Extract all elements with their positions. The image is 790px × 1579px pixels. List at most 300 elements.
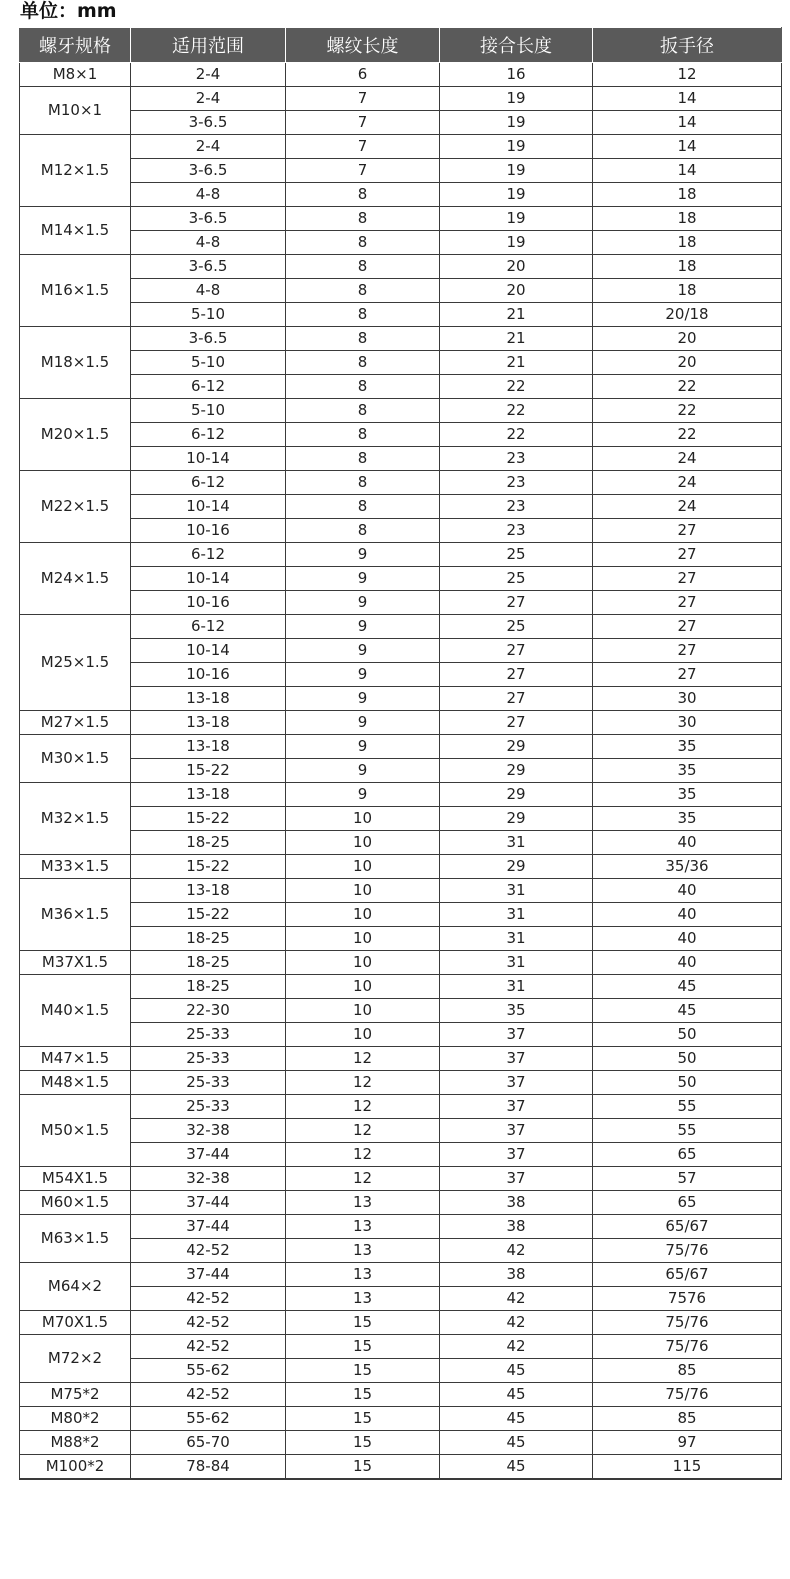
range-cell: 5-10 [131,399,286,423]
range-cell: 32-38 [131,1119,286,1143]
wrench-size-cell: 14 [593,87,782,111]
table-row [20,351,782,375]
engagement-length-cell: 23 [440,471,593,495]
wrench-size-cell: 27 [593,615,782,639]
thread-spec-cell: M40×1.5 [20,975,131,1047]
thread-length-cell: 9 [286,543,440,567]
unit-label: 单位：mm [20,0,117,22]
wrench-size-cell: 27 [593,639,782,663]
wrench-size-cell: 85 [593,1359,782,1383]
thread-spec-cell: M72×2 [20,1335,131,1383]
table-row [20,831,782,855]
table-row [20,1311,782,1335]
thread-spec-cell: M36×1.5 [20,879,131,951]
wrench-size-cell: 27 [593,663,782,687]
table-row [20,207,782,231]
table-row [20,423,782,447]
table-row [20,783,782,807]
thread-length-cell: 10 [286,1023,440,1047]
wrench-size-cell: 75/76 [593,1311,782,1335]
spec-table-header [20,28,782,63]
thread-length-cell: 10 [286,999,440,1023]
range-cell: 42-52 [131,1383,286,1407]
thread-length-cell: 9 [286,687,440,711]
table-row [20,303,782,327]
thread-length-cell: 10 [286,855,440,879]
thread-length-cell: 15 [286,1383,440,1407]
table-row [20,591,782,615]
table-row [20,1023,782,1047]
wrench-size-cell: 50 [593,1023,782,1047]
thread-spec-cell: M80*2 [20,1407,131,1431]
thread-spec-cell: M32×1.5 [20,783,131,855]
range-cell: 13-18 [131,687,286,711]
wrench-size-cell: 20 [593,327,782,351]
wrench-size-cell: 40 [593,879,782,903]
thread-length-cell: 8 [286,447,440,471]
range-cell: 3-6.5 [131,159,286,183]
wrench-size-cell: 35 [593,807,782,831]
range-cell: 13-18 [131,879,286,903]
wrench-size-cell: 22 [593,399,782,423]
range-cell: 18-25 [131,975,286,999]
wrench-size-cell: 75/76 [593,1335,782,1359]
thread-spec-cell: M64×2 [20,1263,131,1311]
table-row [20,1047,782,1071]
thread-length-cell: 8 [286,375,440,399]
engagement-length-cell: 19 [440,87,593,111]
table-row [20,447,782,471]
thread-length-cell: 15 [286,1335,440,1359]
range-cell: 10-16 [131,663,286,687]
thread-length-cell: 8 [286,231,440,255]
header-engagement-length: 接合长度 [440,28,593,63]
wrench-size-cell: 50 [593,1047,782,1071]
engagement-length-cell: 25 [440,615,593,639]
engagement-length-cell: 19 [440,111,593,135]
table-row [20,999,782,1023]
table-row [20,519,782,543]
wrench-size-cell: 35 [593,759,782,783]
thread-length-cell: 6 [286,63,440,87]
table-row [20,1359,782,1383]
engagement-length-cell: 45 [440,1359,593,1383]
engagement-length-cell: 27 [440,687,593,711]
wrench-size-cell: 40 [593,951,782,975]
wrench-size-cell: 65/67 [593,1215,782,1239]
thread-length-cell: 7 [286,159,440,183]
table-row [20,231,782,255]
table-row [20,855,782,879]
table-row [20,543,782,567]
range-cell: 32-38 [131,1167,286,1191]
engagement-length-cell: 38 [440,1263,593,1287]
table-row [20,1143,782,1167]
range-cell: 5-10 [131,303,286,327]
engagement-length-cell: 25 [440,567,593,591]
wrench-size-cell: 18 [593,207,782,231]
range-cell: 42-52 [131,1335,286,1359]
engagement-length-cell: 37 [440,1071,593,1095]
range-cell: 42-52 [131,1239,286,1263]
range-cell: 37-44 [131,1143,286,1167]
thread-length-cell: 8 [286,351,440,375]
table-row [20,87,782,111]
thread-spec-cell: M30×1.5 [20,735,131,783]
engagement-length-cell: 19 [440,183,593,207]
range-cell: 4-8 [131,231,286,255]
thread-length-cell: 9 [286,615,440,639]
engagement-length-cell: 27 [440,663,593,687]
thread-length-cell: 9 [286,735,440,759]
range-cell: 15-22 [131,903,286,927]
thread-length-cell: 8 [286,327,440,351]
thread-length-cell: 7 [286,111,440,135]
range-cell: 25-33 [131,1023,286,1047]
table-row [20,1335,782,1359]
wrench-size-cell: 85 [593,1407,782,1431]
range-cell: 6-12 [131,423,286,447]
wrench-size-cell: 55 [593,1095,782,1119]
range-cell: 10-14 [131,639,286,663]
engagement-length-cell: 27 [440,591,593,615]
engagement-length-cell: 29 [440,735,593,759]
wrench-size-cell: 24 [593,447,782,471]
thread-length-cell: 10 [286,807,440,831]
table-row [20,255,782,279]
range-cell: 5-10 [131,351,286,375]
range-cell: 6-12 [131,615,286,639]
thread-length-cell: 8 [286,519,440,543]
engagement-length-cell: 29 [440,855,593,879]
range-cell: 37-44 [131,1191,286,1215]
table-row [20,375,782,399]
thread-length-cell: 13 [286,1263,440,1287]
thread-length-cell: 9 [286,663,440,687]
wrench-size-cell: 12 [593,63,782,87]
wrench-size-cell: 45 [593,975,782,999]
range-cell: 15-22 [131,807,286,831]
engagement-length-cell: 19 [440,231,593,255]
thread-spec-cell: M47×1.5 [20,1047,131,1071]
wrench-size-cell: 50 [593,1071,782,1095]
table-row [20,903,782,927]
engagement-length-cell: 21 [440,351,593,375]
thread-length-cell: 9 [286,783,440,807]
wrench-size-cell: 27 [593,591,782,615]
thread-spec-cell: M10×1 [20,87,131,135]
table-row [20,879,782,903]
thread-spec-cell: M20×1.5 [20,399,131,471]
wrench-size-cell: 35 [593,735,782,759]
thread-length-cell: 8 [286,255,440,279]
spec-table-body [20,63,782,1480]
table-row [20,639,782,663]
wrench-size-cell: 14 [593,159,782,183]
table-row [20,1191,782,1215]
thread-spec-cell: M63×1.5 [20,1215,131,1263]
thread-spec-cell: M75*2 [20,1383,131,1407]
thread-length-cell: 8 [286,399,440,423]
engagement-length-cell: 29 [440,807,593,831]
range-cell: 42-52 [131,1287,286,1311]
engagement-length-cell: 37 [440,1095,593,1119]
thread-spec-cell: M88*2 [20,1431,131,1455]
table-row [20,1239,782,1263]
engagement-length-cell: 31 [440,903,593,927]
range-cell: 2-4 [131,63,286,87]
wrench-size-cell: 14 [593,135,782,159]
header-row [20,28,782,63]
range-cell: 18-25 [131,927,286,951]
thread-spec-cell: M8×1 [20,63,131,87]
thread-length-cell: 10 [286,879,440,903]
wrench-size-cell: 27 [593,567,782,591]
thread-length-cell: 8 [286,471,440,495]
wrench-size-cell: 40 [593,903,782,927]
engagement-length-cell: 37 [440,1023,593,1047]
engagement-length-cell: 38 [440,1215,593,1239]
wrench-size-cell: 40 [593,831,782,855]
thread-length-cell: 12 [286,1047,440,1071]
range-cell: 3-6.5 [131,207,286,231]
thread-length-cell: 15 [286,1359,440,1383]
engagement-length-cell: 19 [440,159,593,183]
thread-spec-cell: M70X1.5 [20,1311,131,1335]
thread-spec-cell: M50×1.5 [20,1095,131,1167]
engagement-length-cell: 23 [440,519,593,543]
table-row [20,495,782,519]
table-row [20,111,782,135]
thread-length-cell: 13 [286,1215,440,1239]
engagement-length-cell: 20 [440,279,593,303]
wrench-size-cell: 55 [593,1119,782,1143]
thread-spec-cell: M54X1.5 [20,1167,131,1191]
range-cell: 10-16 [131,519,286,543]
thread-spec-cell: M22×1.5 [20,471,131,543]
thread-length-cell: 8 [286,303,440,327]
wrench-size-cell: 20/18 [593,303,782,327]
range-cell: 6-12 [131,375,286,399]
thread-length-cell: 13 [286,1191,440,1215]
range-cell: 22-30 [131,999,286,1023]
engagement-length-cell: 37 [440,1167,593,1191]
table-row [20,615,782,639]
engagement-length-cell: 45 [440,1383,593,1407]
wrench-size-cell: 45 [593,999,782,1023]
table-row [20,1119,782,1143]
thread-spec-cell: M37X1.5 [20,951,131,975]
engagement-length-cell: 19 [440,207,593,231]
engagement-length-cell: 31 [440,879,593,903]
thread-length-cell: 12 [286,1167,440,1191]
wrench-size-cell: 20 [593,351,782,375]
range-cell: 18-25 [131,831,286,855]
table-row [20,279,782,303]
table-row [20,1455,782,1480]
table-row [20,1095,782,1119]
engagement-length-cell: 21 [440,327,593,351]
range-cell: 10-16 [131,591,286,615]
thread-length-cell: 8 [286,495,440,519]
table-row [20,807,782,831]
engagement-length-cell: 22 [440,399,593,423]
table-row [20,975,782,999]
range-cell: 25-33 [131,1047,286,1071]
wrench-size-cell: 24 [593,495,782,519]
table-row [20,159,782,183]
range-cell: 25-33 [131,1071,286,1095]
wrench-size-cell: 30 [593,687,782,711]
table-row [20,1215,782,1239]
range-cell: 3-6.5 [131,111,286,135]
engagement-length-cell: 45 [440,1431,593,1455]
thread-length-cell: 7 [286,87,440,111]
wrench-size-cell: 14 [593,111,782,135]
thread-spec-cell: M27×1.5 [20,711,131,735]
thread-spec-cell: M60×1.5 [20,1191,131,1215]
wrench-size-cell: 65 [593,1143,782,1167]
table-row [20,1383,782,1407]
wrench-size-cell: 35 [593,783,782,807]
thread-length-cell: 15 [286,1407,440,1431]
table-row [20,567,782,591]
range-cell: 6-12 [131,543,286,567]
table-row [20,471,782,495]
header-thread-spec: 螺牙规格 [20,28,131,63]
wrench-size-cell: 75/76 [593,1383,782,1407]
engagement-length-cell: 22 [440,423,593,447]
engagement-length-cell: 37 [440,1047,593,1071]
table-row [20,1407,782,1431]
thread-length-cell: 10 [286,951,440,975]
wrench-size-cell: 27 [593,519,782,543]
range-cell: 10-14 [131,447,286,471]
table-row [20,711,782,735]
table-row [20,1263,782,1287]
table-row [20,735,782,759]
table-row [20,759,782,783]
thread-length-cell: 10 [286,975,440,999]
engagement-length-cell: 31 [440,831,593,855]
thread-length-cell: 9 [286,591,440,615]
engagement-length-cell: 19 [440,135,593,159]
table-row [20,663,782,687]
thread-length-cell: 10 [286,927,440,951]
thread-length-cell: 8 [286,183,440,207]
wrench-size-cell: 27 [593,543,782,567]
wrench-size-cell: 65 [593,1191,782,1215]
range-cell: 6-12 [131,471,286,495]
engagement-length-cell: 45 [440,1407,593,1431]
engagement-length-cell: 27 [440,639,593,663]
range-cell: 25-33 [131,1095,286,1119]
header-thread-length: 螺纹长度 [286,28,440,63]
spec-table [19,27,782,1480]
thread-length-cell: 8 [286,279,440,303]
engagement-length-cell: 22 [440,375,593,399]
table-row [20,1431,782,1455]
thread-spec-cell: M25×1.5 [20,615,131,711]
range-cell: 13-18 [131,783,286,807]
thread-length-cell: 13 [286,1287,440,1311]
engagement-length-cell: 42 [440,1287,593,1311]
range-cell: 55-62 [131,1359,286,1383]
range-cell: 37-44 [131,1215,286,1239]
table-row [20,687,782,711]
thread-length-cell: 7 [286,135,440,159]
thread-length-cell: 9 [286,567,440,591]
thread-spec-cell: M100*2 [20,1455,131,1480]
range-cell: 18-25 [131,951,286,975]
table-row [20,135,782,159]
wrench-size-cell: 22 [593,375,782,399]
thread-length-cell: 10 [286,831,440,855]
engagement-length-cell: 23 [440,495,593,519]
engagement-length-cell: 35 [440,999,593,1023]
table-row [20,1287,782,1311]
engagement-length-cell: 31 [440,975,593,999]
engagement-length-cell: 29 [440,759,593,783]
table-row [20,327,782,351]
engagement-length-cell: 37 [440,1119,593,1143]
wrench-size-cell: 30 [593,711,782,735]
thread-length-cell: 12 [286,1071,440,1095]
range-cell: 37-44 [131,1263,286,1287]
range-cell: 65-70 [131,1431,286,1455]
table-row [20,63,782,87]
wrench-size-cell: 7576 [593,1287,782,1311]
engagement-length-cell: 29 [440,783,593,807]
thread-length-cell: 12 [286,1095,440,1119]
range-cell: 2-4 [131,87,286,111]
thread-length-cell: 15 [286,1311,440,1335]
table-row [20,927,782,951]
thread-length-cell: 10 [286,903,440,927]
range-cell: 42-52 [131,1311,286,1335]
engagement-length-cell: 21 [440,303,593,327]
engagement-length-cell: 31 [440,927,593,951]
wrench-size-cell: 97 [593,1431,782,1455]
thread-spec-cell: M48×1.5 [20,1071,131,1095]
range-cell: 13-18 [131,711,286,735]
engagement-length-cell: 20 [440,255,593,279]
engagement-length-cell: 23 [440,447,593,471]
wrench-size-cell: 22 [593,423,782,447]
wrench-size-cell: 24 [593,471,782,495]
thread-length-cell: 9 [286,759,440,783]
range-cell: 78-84 [131,1455,286,1480]
engagement-length-cell: 42 [440,1311,593,1335]
thread-length-cell: 13 [286,1239,440,1263]
range-cell: 4-8 [131,183,286,207]
wrench-size-cell: 18 [593,183,782,207]
thread-spec-cell: M12×1.5 [20,135,131,207]
thread-length-cell: 12 [286,1119,440,1143]
range-cell: 10-14 [131,567,286,591]
table-row [20,399,782,423]
engagement-length-cell: 31 [440,951,593,975]
thread-length-cell: 15 [286,1455,440,1480]
engagement-length-cell: 16 [440,63,593,87]
wrench-size-cell: 18 [593,231,782,255]
header-applicable-range: 适用范围 [131,28,286,63]
header-wrench-size: 扳手径 [593,28,782,63]
engagement-length-cell: 38 [440,1191,593,1215]
engagement-length-cell: 37 [440,1143,593,1167]
table-row [20,1167,782,1191]
wrench-size-cell: 18 [593,279,782,303]
